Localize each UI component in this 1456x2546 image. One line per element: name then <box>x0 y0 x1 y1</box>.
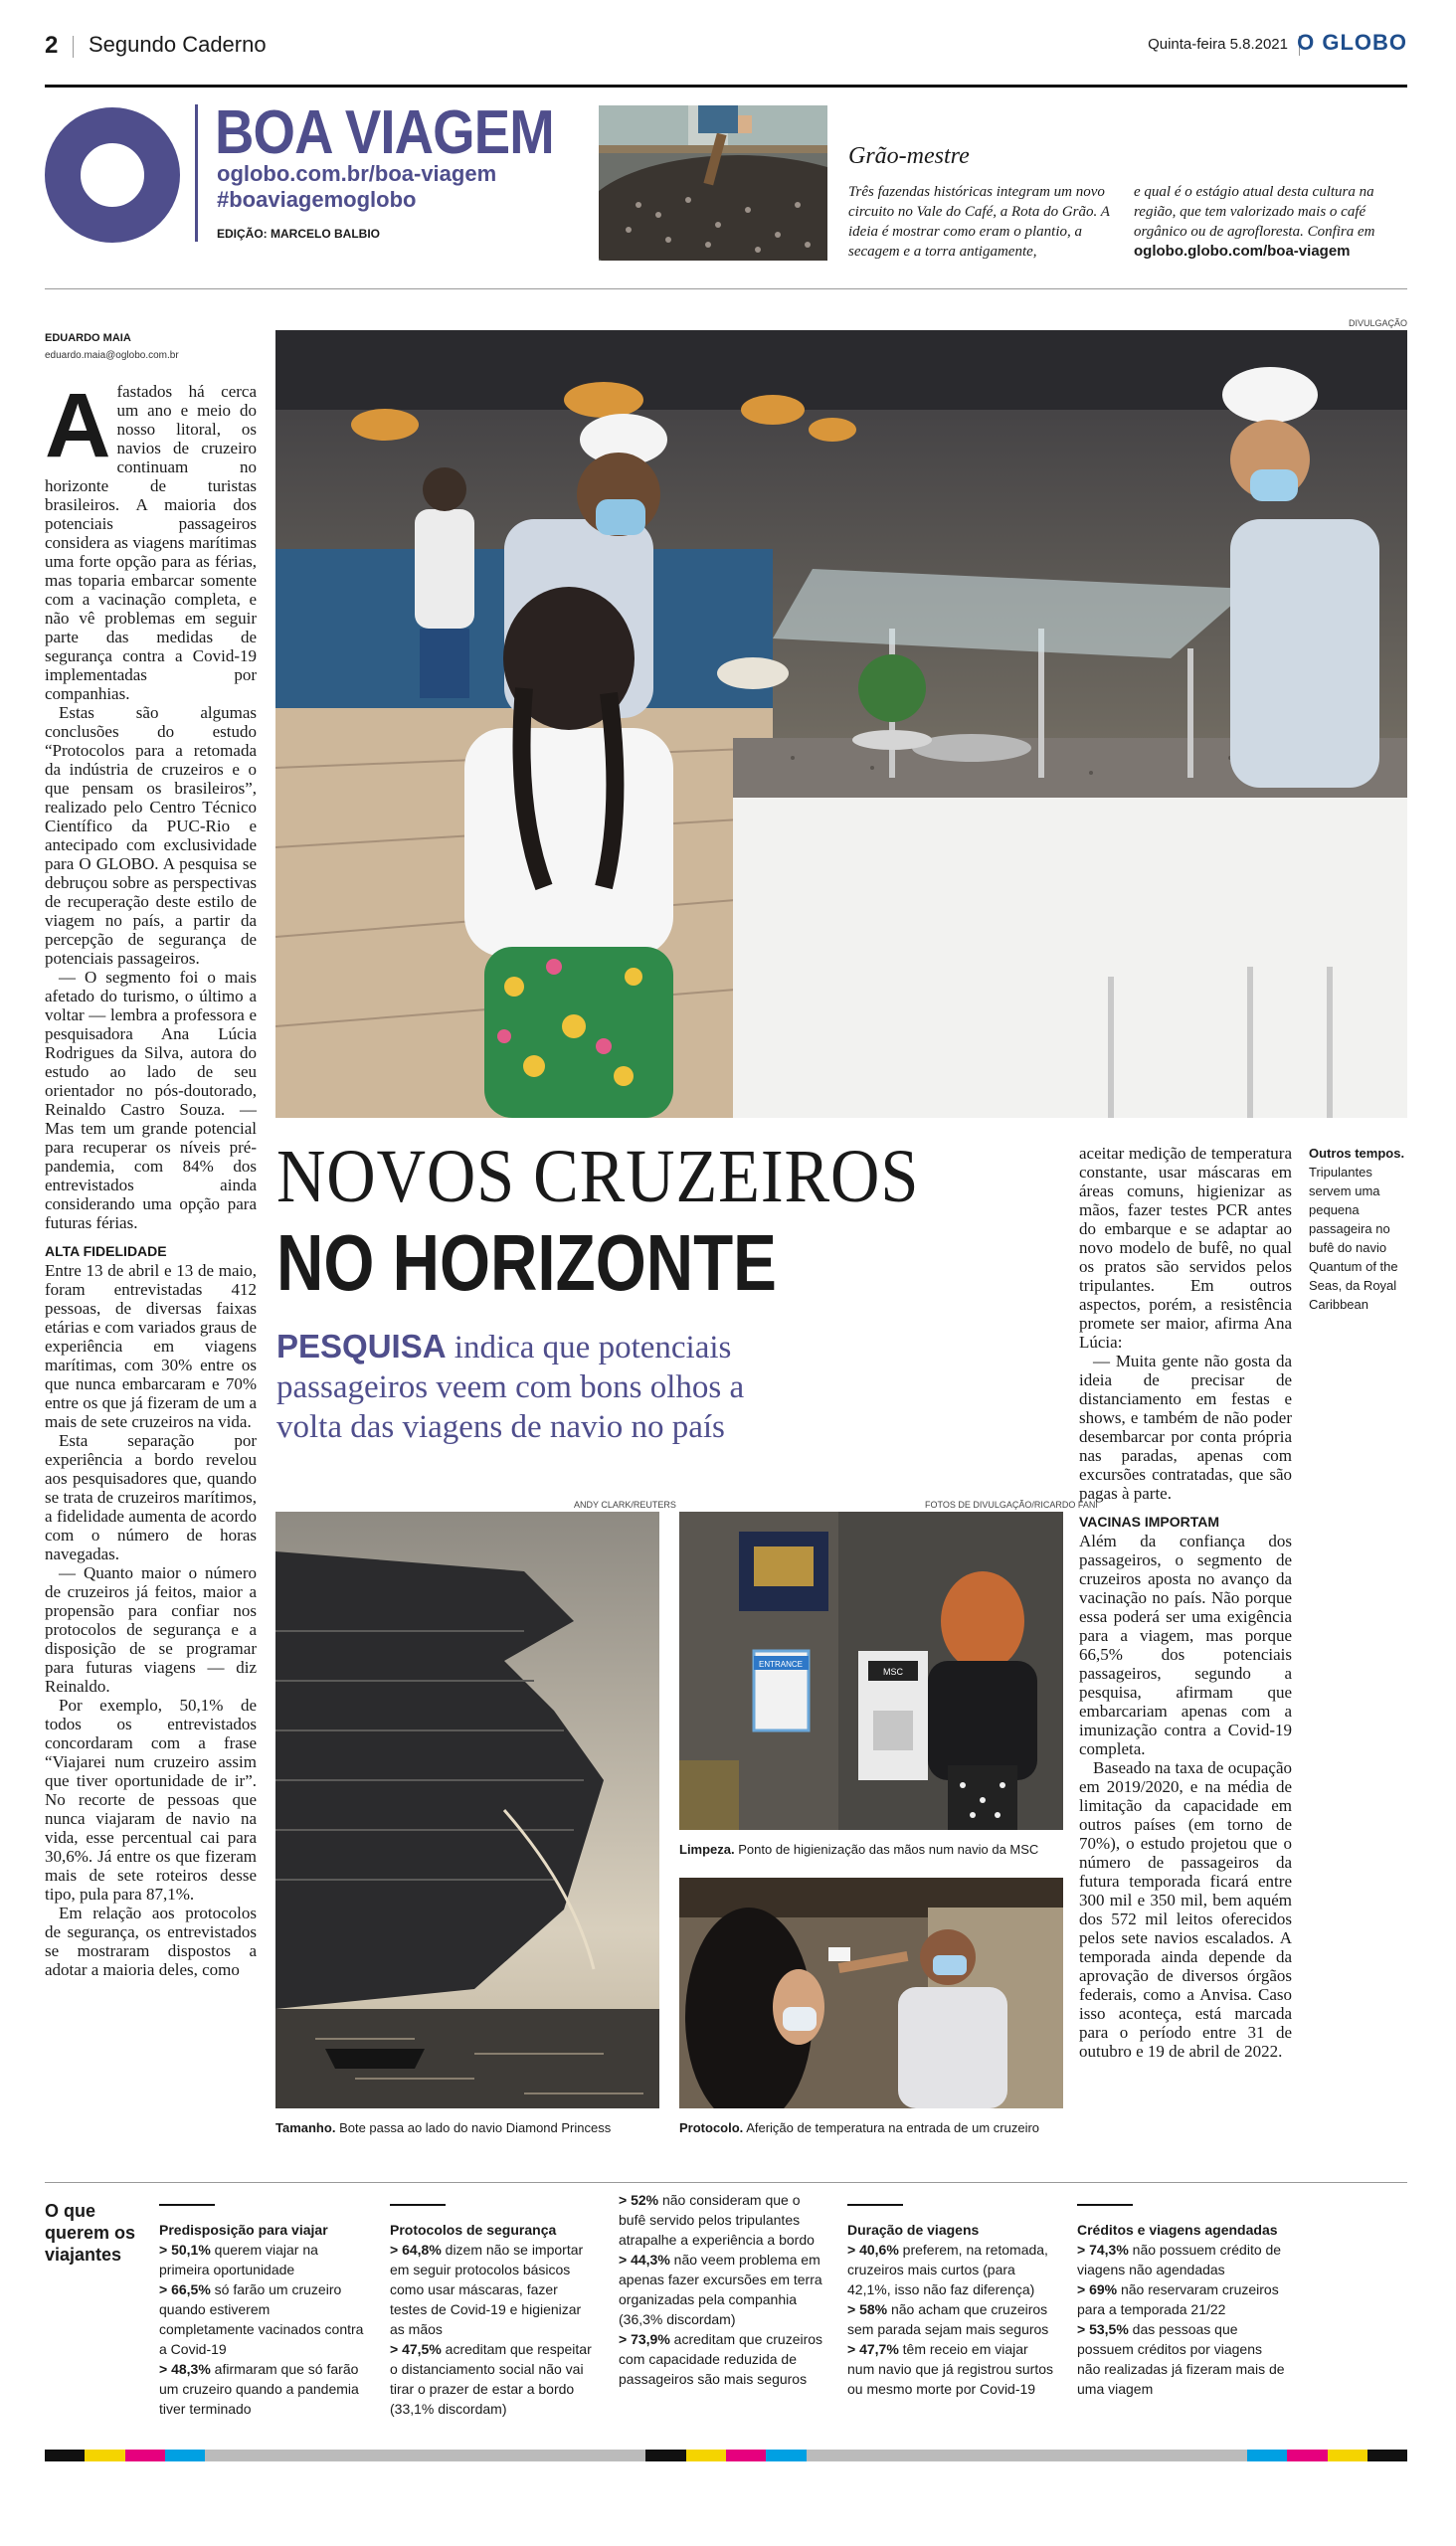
survey-text: não reservaram cruzeiros para a temporada 21/22 <box>1077 2281 1279 2317</box>
survey-heading: Predisposição para viajar <box>159 2222 328 2238</box>
color-swatch <box>1328 2450 1367 2461</box>
color-swatch <box>927 2450 967 2461</box>
caption-lead: Limpeza. <box>679 1842 735 1857</box>
page-number: 2 <box>45 32 59 59</box>
survey-item <box>847 2339 1056 2399</box>
color-swatch <box>566 2450 606 2461</box>
article-paragraph: aceitar medição de temperatura constante, usar máscaras em áreas comuns, higienizar as mãos, fazer testes PCR antes do embarque e se adaptar ao novo modelo de bufê, no qual os pratos são servidos pelos tripulantes. Em outros aspectos, porém, a resistência promete ser maior, afirma Ana Lúcia: <box>1079 1144 1292 1352</box>
survey-item <box>390 2339 599 2419</box>
article-paragraph: Estas são algumas conclusões do estudo “Protocolos para a retomada da indústria de cruzeiros e o que pensam os brasileiros”, realizado pelo Centro Técnico Científico da PUC-Rio e antecipado com exclusividade para O GLOBO. A pesquisa se debruçou sobre as perspectivas de recuperação deste estilo de viagem no país, a partir da percepção de segurança de potenciais passageiros. <box>45 703 257 968</box>
teaser-text: Três fazendas históricas integram um novo circuito no Vale do Café, a Rota do Grão. A ideia é mostrar como eram o plantio, a secagem e a torra antigamente, <box>848 184 1110 260</box>
survey-column <box>390 2204 599 2419</box>
deck-lead: PESQUISA <box>276 1328 447 1364</box>
color-swatch <box>726 2450 766 2461</box>
survey-column <box>619 2190 827 2389</box>
color-swatch <box>967 2450 1006 2461</box>
section-logo-circle <box>45 107 180 243</box>
section-hashtag: #boaviagemoglobo <box>217 187 417 212</box>
author-byline: EDUARDO MAIA <box>45 332 131 344</box>
survey-text: afirmaram que só farão um cruzeiro quando a pandemia tiver terminado <box>159 2361 359 2417</box>
survey-percent: > 66,5% <box>159 2281 211 2297</box>
issue-date: Quinta-feira 5.8.2021 <box>1148 36 1288 53</box>
newspaper-logo: O GLOBO <box>1297 30 1407 55</box>
color-swatch <box>645 2450 685 2461</box>
survey-percent: > 47,7% <box>847 2341 899 2357</box>
print-color-bar <box>45 2450 1407 2461</box>
msc-photo <box>679 1512 1063 1830</box>
article-paragraph: — O segmento foi o mais afetado do turismo, o último a voltar — lembra a professora e pesquisadora Ana Lúcia Rodrigues da Silva, autora do estudo ao lado de seu orientador no pós-doutorado, Reinaldo Castro Souza. — Mas tem um grande potencial para recuperar os níveis pré-pandemia, com 84% dos entrevistados ainda considerando uma opção para futuras férias. <box>45 968 257 1232</box>
color-swatch <box>285 2450 325 2461</box>
color-swatch <box>45 2450 85 2461</box>
divider <box>195 104 198 242</box>
headline-deck <box>276 1327 794 1447</box>
survey-text: preferem, na retomada, cruzeiros mais curtos (para 42,1%, isso não faz diferença) <box>847 2242 1048 2297</box>
top-bar <box>45 28 1407 88</box>
survey-heading: Protocolos de segurança <box>390 2222 557 2238</box>
msc-caption <box>679 1842 1063 1857</box>
color-swatch <box>886 2450 926 2461</box>
main-photo-caption <box>1309 1144 1408 1314</box>
survey-item <box>159 2240 368 2279</box>
teaser-text-tail: e qual é o estágio atual desta cultura na região, que tem valorizado mais o café orgânico ou de agrofloresta. Confira em <box>1134 184 1375 240</box>
color-swatch <box>766 2450 806 2461</box>
temperature-photo <box>679 1878 1063 2108</box>
article-column-3 <box>1079 1144 1292 2061</box>
caption-lead: Outros tempos. <box>1309 1146 1405 1161</box>
color-swatch <box>1046 2450 1086 2461</box>
article-paragraph: Em relação aos protocolos de segurança, os entrevistados se mostraram dispostos a adotar a maioria deles, como <box>45 1904 257 1979</box>
section-name: Segundo Caderno <box>89 32 267 57</box>
color-swatch <box>1127 2450 1167 2461</box>
survey-text: não acham que cruzeiros sem parada sejam mais seguros <box>847 2301 1049 2337</box>
survey-column <box>1077 2204 1286 2399</box>
article-paragraph: Esta separação por experiência a bordo revelou aos pesquisadores que, quando se trata de cruzeiros marítimos, a fidelidade aumenta de acordo com o número de horas navegadas. <box>45 1431 257 1563</box>
article-paragraph: — Muita gente não gosta da ideia de precisar de distanciamento em festas e shows, e também de não poder desembarcar por conta própria nas paradas, apenas com excursões contratadas, que são pagas à parte. <box>1079 1352 1292 1503</box>
color-swatch <box>406 2450 446 2461</box>
survey-percent: > 50,1% <box>159 2242 211 2258</box>
survey-item <box>1077 2319 1286 2399</box>
entrance-sign: ENTRANCE <box>758 1660 804 1669</box>
survey-text: das pessoas que possuem créditos por viagens não realizadas já fizeram mais de uma viagem <box>1077 2321 1285 2397</box>
caption-text: Ponto de higienização das mãos num navio da MSC <box>738 1842 1039 1857</box>
section-url[interactable]: oglobo.com.br/boa-viagem <box>217 161 497 186</box>
color-swatch <box>325 2450 365 2461</box>
photo-credit: FOTOS DE DIVULGAÇÃO/RICARDO FANI <box>925 1500 1098 1510</box>
survey-item <box>847 2240 1056 2299</box>
survey-item <box>1077 2279 1286 2319</box>
survey-percent: > 47,5% <box>390 2341 442 2357</box>
color-swatch <box>1247 2450 1287 2461</box>
section-editor: EDIÇÃO: MARCELO BALBIO <box>217 227 380 241</box>
color-swatch <box>1287 2450 1327 2461</box>
ship-photo <box>275 1512 659 2108</box>
column-rule <box>1077 2204 1133 2206</box>
caption-text: Aferição de temperatura na entrada de um cruzeiro <box>746 2120 1040 2135</box>
survey-item <box>159 2279 368 2359</box>
caption-lead: Tamanho. <box>275 2120 336 2135</box>
divider <box>45 288 1407 289</box>
color-swatch <box>807 2450 846 2461</box>
color-swatch <box>1167 2450 1206 2461</box>
article-paragraph: Por exemplo, 50,1% de todos os entrevistados concordaram com a frase “Viajarei num cruzeiro assim que tiver oportunidade de ir”. No recorte de pessoas que nunca viajaram de navio na vida, esse percentual cai para 30,6%. Já entre os que fizeram mais de sete roteiros desse tipo, pula para 87,1%. <box>45 1696 257 1904</box>
survey-text: acreditam que cruzeiros com capacidade reduzida de passageiros são mais seguros <box>619 2331 823 2387</box>
article-column-1 <box>45 375 257 1979</box>
survey-item <box>619 2329 827 2389</box>
color-swatch <box>846 2450 886 2461</box>
survey-item <box>847 2299 1056 2339</box>
color-swatch <box>606 2450 645 2461</box>
teaser-photo-coffee <box>599 105 827 261</box>
survey-text: não veem problema em apenas fazer excursões em terra organizadas pela companhia (36,3% discordam) <box>619 2252 822 2327</box>
survey-column <box>847 2204 1056 2399</box>
deck-text: indica que potenciais passageiros veem com bons olhos a volta das viagens de navio no país <box>276 1330 745 1445</box>
teaser-title: Grão-mestre <box>848 143 970 169</box>
temperature-caption <box>679 2120 1063 2135</box>
survey-percent: > 48,3% <box>159 2361 211 2377</box>
teaser-link[interactable]: oglobo.globo.com/boa-viagem <box>1134 243 1351 260</box>
author-email[interactable]: eduardo.maia@oglobo.com.br <box>45 350 179 361</box>
caption-lead: Protocolo. <box>679 2120 744 2135</box>
color-swatch <box>1367 2450 1407 2461</box>
survey-heading: Duração de viagens <box>847 2222 980 2238</box>
survey-item <box>159 2359 368 2419</box>
survey-percent: > 58% <box>847 2301 888 2317</box>
color-swatch <box>686 2450 726 2461</box>
color-swatch <box>1006 2450 1046 2461</box>
article-paragraph: Entre 13 de abril e 13 de maio, foram entrevistadas 412 pessoas, de diversas faixas etárias e com variados graus de experiência em viagens marítimas, com 30% entre os que nunca embarcaram e 70% entre os que já fizeram de um a mais de sete cruzeiros na vida. <box>45 1261 257 1431</box>
survey-percent: > 53,5% <box>1077 2321 1129 2337</box>
color-swatch <box>85 2450 124 2461</box>
article-paragraph: Além da confiança dos passageiros, o segmento de cruzeiros aposta no avanço da vacinação no país. Não porque essa poderá ser uma exigência para a viagem, mas porque 66,5% dos potenciais passageiros, segundo a pesquisa, afirmam que embarcariam apenas com a imunização contra a Covid-19 completa. <box>1079 1532 1292 1758</box>
headline-line-2: NO HORIZONTE <box>276 1218 777 1307</box>
article-paragraph: Baseado na taxa de ocupação em 2019/2020, e na média de limitação da capacidade em outros países (em torno de 70%), o estudo projetou que o número de passageiros da futura temporada ficará entre 300 mil e 350 mil, bem aquém dos 572 mil leitos oferecidos pelos sete navios escalados. A temporada ainda depende da aprovação de diversos órgãos federais, como a Anvisa. Caso isso aconteça, está marcada para o período entre 31 de outubro e 19 de abril de 2022. <box>1079 1758 1292 2061</box>
section-title: BOA VIAGEM <box>215 98 554 167</box>
main-photo-buffet <box>275 330 1407 1118</box>
article-paragraph <box>45 375 257 703</box>
color-swatch <box>365 2450 405 2461</box>
survey-percent: > 74,3% <box>1077 2242 1129 2258</box>
survey-percent: > 52% <box>619 2192 659 2208</box>
survey-heading: Créditos e viagens agendadas <box>1077 2222 1278 2238</box>
survey-item <box>390 2240 599 2339</box>
column-rule <box>847 2204 903 2206</box>
survey-text: têm receio em viajar num navio que já registrou surtos ou mesmo morte por Covid-19 <box>847 2341 1053 2397</box>
color-swatch <box>1207 2450 1247 2461</box>
color-swatch <box>245 2450 284 2461</box>
survey-item <box>1077 2240 1286 2279</box>
survey-column <box>159 2204 368 2419</box>
survey-text: querem viajar na primeira oportunidade <box>159 2242 318 2277</box>
survey-text: só farão um cruzeiro quando estiverem completamente vacinados contra a Covid-19 <box>159 2281 364 2357</box>
color-swatch <box>446 2450 485 2461</box>
ship-caption <box>275 2120 659 2135</box>
survey-title: O que querem os viajantes <box>45 2201 136 2265</box>
divider <box>45 2182 1407 2183</box>
survey-percent: > 64,8% <box>390 2242 442 2258</box>
color-swatch <box>526 2450 566 2461</box>
survey-percent: > 73,9% <box>619 2331 670 2347</box>
survey-item <box>619 2250 827 2329</box>
color-swatch <box>205 2450 245 2461</box>
drop-cap: A <box>45 375 111 476</box>
photo-credit: DIVULGAÇÃO <box>1348 318 1407 328</box>
msc-logo-text: MSC <box>883 1667 903 1677</box>
survey-percent: > 40,6% <box>847 2242 899 2258</box>
survey-percent: > 44,3% <box>619 2252 670 2268</box>
column-rule <box>159 2204 215 2206</box>
caption-text: Tripulantes servem uma pequena passageira no bufê do navio Quantum of the Seas, da Royal Caribbean <box>1309 1165 1398 1312</box>
color-swatch <box>165 2450 205 2461</box>
divider <box>73 36 74 58</box>
color-swatch <box>485 2450 525 2461</box>
color-swatch <box>1087 2450 1127 2461</box>
subhead: ALTA FIDELIDADE <box>45 1243 167 1259</box>
teaser-text-continued <box>1134 182 1407 262</box>
photo-credit: ANDY CLARK/REUTERS <box>574 1500 676 1510</box>
survey-item <box>619 2190 827 2250</box>
survey-text: não possuem crédito de viagens não agendadas <box>1077 2242 1282 2277</box>
survey-text: dizem não se importar em seguir protocolos básicos como usar máscaras, fazer testes de Covid-19 e higienizar as mãos <box>390 2242 584 2337</box>
column-rule <box>390 2204 446 2206</box>
caption-text: Bote passa ao lado do navio Diamond Princess <box>339 2120 612 2135</box>
subhead: VACINAS IMPORTAM <box>1079 1514 1220 1530</box>
survey-text: não consideram que o bufê servido pelos tripulantes atrapalhe a experiência a bordo <box>619 2192 815 2248</box>
color-swatch <box>125 2450 165 2461</box>
survey-percent: > 69% <box>1077 2281 1118 2297</box>
paragraph-text: fastados há cerca um ano e meio do nosso litoral, os navios de cruzeiro continuam no horizonte de turistas brasileiros. A maioria dos potenciais passageiros considera as viagens marítimas uma forte opção para as férias, mas toparia embarcar somente com a vacinação completa, e não vê problemas em seguir parte das medidas de segurança contra a Covid-19 implementadas por companhias. <box>45 382 257 703</box>
headline-line-1: NOVOS CRUZEIROS <box>276 1135 920 1218</box>
article-paragraph: — Quanto maior o número de cruzeiros já feitos, maior a propensão para confiar nos protocolos de segurança e a disposição de se programar para futuras viagens — diz Reinaldo. <box>45 1563 257 1696</box>
survey-text: acreditam que respeitar o distanciamento social não vai tirar o prazer de estar a bordo (33,1% discordam) <box>390 2341 592 2417</box>
